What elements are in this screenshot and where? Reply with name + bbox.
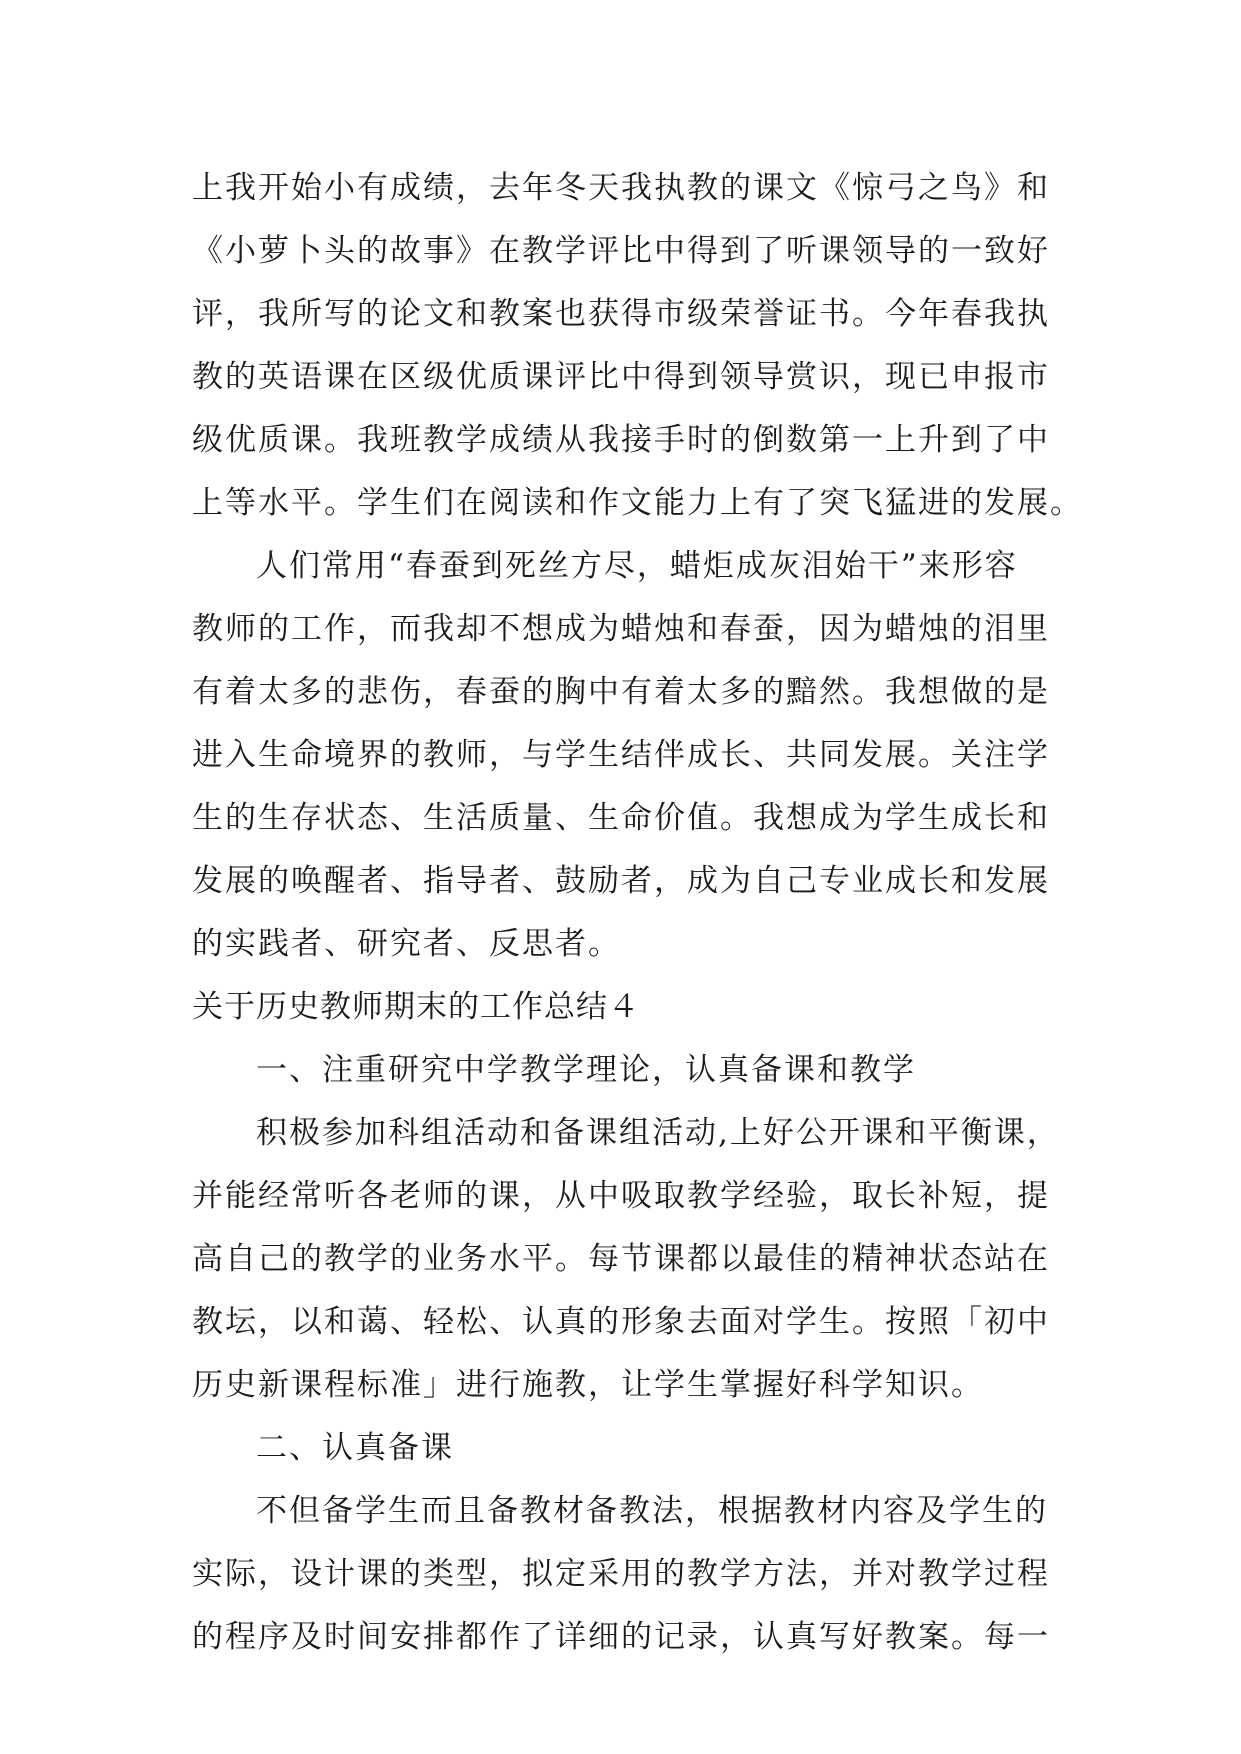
subheading-1: 一、注重研究中学教学理论，认真备课和教学 <box>256 1052 916 1088</box>
text-line: 有着太多的悲伤，春蚕的胸中有着太多的黯然。我想做的是 <box>192 674 1050 710</box>
text-line: 上等水平。学生们在阅读和作文能力上有了突飞猛进的发展。 <box>192 485 1083 521</box>
document-body <box>192 157 1083 1669</box>
paragraph-start-line: 人们常用“春蚕到死丝方尽，蜡炬成灰泪始干”来形容 <box>256 548 1018 584</box>
paragraph-start-line: 不但备学生而且备教材备教法，根据教材内容及学生的 <box>256 1493 1048 1529</box>
text-line: 生的生存状态、生活质量、生命价值。我想成为学生成长和 <box>192 800 1050 836</box>
section-title: 关于历史教师期末的工作总结４ <box>192 989 640 1025</box>
paragraph-start-line: 积极参加科组活动和备课组活动,上好公开课和平衡课， <box>256 1115 1060 1151</box>
text-line: 级优质课。我班教学成绩从我接手时的倒数第一上升到了中 <box>192 422 1050 458</box>
text-line: 的程序及时间安排都作了详细的记录，认真写好教案。每一 <box>192 1619 1050 1655</box>
text-line: 《小萝卜头的故事》在教学评比中得到了听课领导的一致好 <box>192 233 1050 269</box>
text-line: 教师的工作，而我却不想成为蜡烛和春蚕，因为蜡烛的泪里 <box>192 611 1050 647</box>
text-line: 进入生命境界的教师，与学生结伴成长、共同发展。关注学 <box>192 737 1050 773</box>
text-line: 实际，设计课的类型，拟定采用的教学方法，并对教学过程 <box>192 1556 1050 1592</box>
text-line: 高自己的教学的业务水平。每节课都以最佳的精神状态站在 <box>192 1241 1050 1277</box>
subheading-2: 二、认真备课 <box>256 1430 454 1466</box>
text-line: 发展的唤醒者、指导者、鼓励者，成为自己专业成长和发展 <box>192 863 1050 899</box>
text-line: 并能经常听各老师的课，从中吸取教学经验，取长补短，提 <box>192 1178 1050 1214</box>
text-line: 的实践者、研究者、反思者。 <box>192 926 621 962</box>
text-line: 历史新课程标准」进行施教，让学生掌握好科学知识。 <box>192 1367 984 1403</box>
text-line: 上我开始小有成绩，去年冬天我执教的课文《惊弓之鸟》和 <box>192 170 1050 206</box>
text-line: 教的英语课在区级优质课评比中得到领导赏识，现已申报市 <box>192 359 1050 395</box>
text-line: 评，我所写的论文和教案也获得市级荣誉证书。今年春我执 <box>192 296 1050 332</box>
text-line: 教坛，以和蔼、轻松、认真的形象去面对学生。按照「初中 <box>192 1304 1050 1340</box>
